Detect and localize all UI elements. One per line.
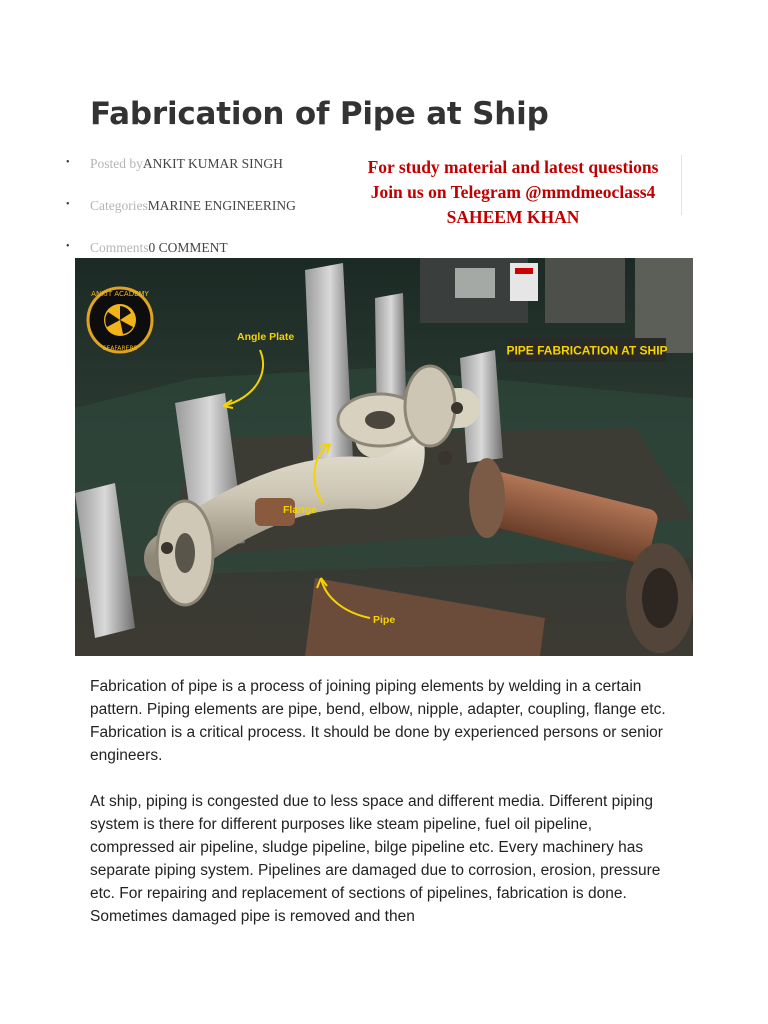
pipe-fabrication-photo: [75, 258, 693, 656]
telegram-promo-banner: [345, 155, 682, 227]
categories-label: Categories: [90, 198, 148, 213]
bullet-icon: •: [66, 157, 70, 168]
bullet-icon: •: [66, 199, 70, 210]
paragraph: Fabrication of pipe is a process of joining piping elements by welding in a certain pattern. Piping elements are pipe, bend, elbow, nipple, adapter, coupling, flange etc. Fabrication is a critical process. It should be done by experienced persons or senior engineers.: [90, 678, 666, 764]
paragraph: At ship, piping is congested due to less space and different media. Different piping system is there for different purposes like steam pipeline, fuel oil pipeline, compressed air pipeline, sludge pipeline, bilge pipeline etc. Every machinery has separate piping system. Pipelines are damaged due to corrosion, erosion, pressure etc. For repairing and replacement of sections of pipelines, fabrication is done. Sometimes damaged pipe is removed and then: [90, 793, 661, 925]
promo-line-3: SAHEEM KHAN: [446, 207, 580, 227]
page-title: Fabrication of Pipe at Ship: [90, 96, 549, 132]
category-link[interactable]: MARINE ENGINEERING: [147, 198, 296, 213]
promo-line-2: Join us on Telegram @mmdmeoclass4: [370, 182, 656, 202]
logo-text-bottom: SEAFARERS: [102, 345, 138, 352]
ankit-academy-logo: [88, 288, 152, 352]
comments-label: Comments: [90, 240, 149, 255]
photo-banner: PIPE FABRICATION AT SHIP: [506, 343, 668, 358]
logo-text-top: ANKIT ACADEMY: [91, 290, 149, 298]
posted-by-label: Posted by: [90, 156, 143, 171]
comments-link[interactable]: 0 COMMENT: [148, 240, 228, 255]
label-angle-plate: Angle Plate: [237, 331, 295, 343]
label-flange: Flange: [283, 504, 317, 516]
promo-line-1: For study material and latest questions: [367, 157, 659, 177]
label-pipe: Pipe: [373, 614, 396, 626]
author-link[interactable]: ANKIT KUMAR SINGH: [142, 156, 283, 171]
bullet-icon: •: [66, 241, 70, 252]
article-body: [90, 675, 680, 951]
